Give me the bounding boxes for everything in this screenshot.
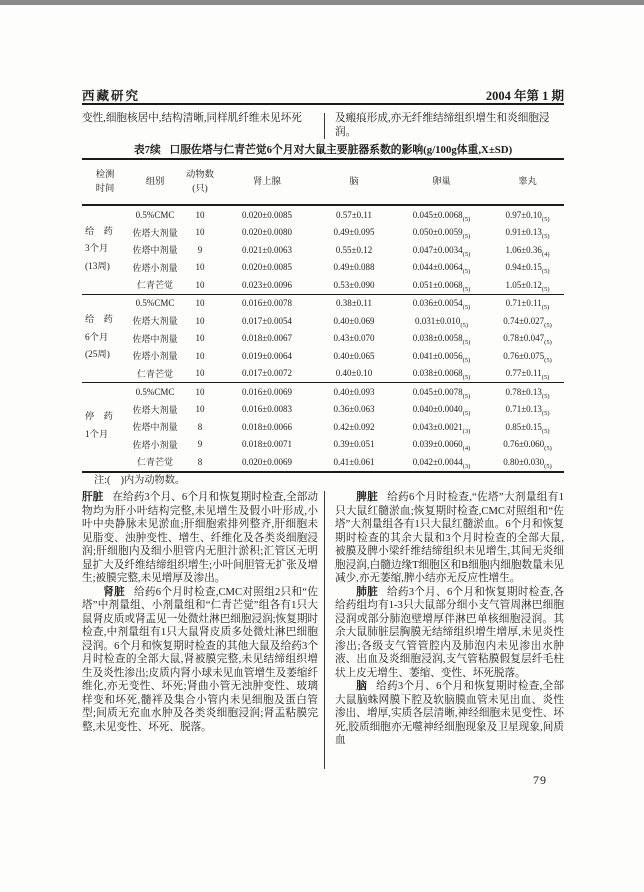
table-row: 佐塔大剂量 10 0.020±0.0080 0.49±0.095 $0.050\pm 0.0059_{(5)}$ $0.91\pm 0.13_{(5)}$ [132,227,550,241]
table-row: 佐塔中剂量 10 0.018±0.0067 0.43±0.070 $0.038\pm 0.0058_{(5)}$ $0.78\pm 0.047_{(5)}$ [132,333,552,347]
table-row: 佐塔大剂量 10 0.016±0.0083 0.36±0.063 $0.040\pm 0.0040_{(5)}$ $0.71\pm 0.13_{(5)}$ [132,404,550,418]
paragraph-text: 给药6个月时检查,CMC对照组2只和“佐塔”中剂量组、小剂量组和“仁青芒觉”组各有1只大鼠肾皮质或肾盂见一处微灶淋巴细胞浸润;恢复期时检查,中剂量组有1只大鼠肾皮质多处微灶淋巴细胞浸润。6个月和恢复期时检查的其他大鼠及给药3个月时检查的全部大鼠,肾被膜完整,未见结缔组织增生及炎性渗出;皮质内肾小球未见血管增生及萎缩纤维化,亦无变性、坏死;肾曲小管无浊肿变性、玻璃样变和坏死,髓袢及集合小管内未见细胞及蛋白管型;间质无充血水肿及各类炎细胞浸润;肾盂粘膜完整,未见变性、坏死、脱落。 [82,586,319,733]
table-header-row [82,159,564,205]
col-header-count: 动物数 (只) [182,159,218,205]
table-row: 佐塔大剂量 10 0.017±0.0054 0.40±0.069 $0.031\pm 0.010_{(5)}$ $0.74\pm 0.027_{(5)}$ [132,315,552,329]
period-cell: 停 药 1个月 [85,412,113,440]
paragraph-text: 给药3个月、6个月和恢复期时检查,全部大鼠脑蛛网膜下腔及软脑膜血管未见出血、炎性渗出、增厚,实质各层清晰,神经细胞未见变性、坏死,胶质细胞亦无噬神经细胞现象及卫星现象,间质血 [335,681,564,746]
paragraph-head: 肺脏 [356,586,378,598]
body-right-column [325,491,564,769]
col-header-adrenal: 肾上腺 [218,159,316,205]
table-caption-text: 口服佐塔与仁青芒觉6个月对大鼠主要脏器系数的影响(g/100g体重,X±SD) [169,144,513,156]
period-cell: 给 药 6个月 (25周) [85,315,113,360]
table-row: 佐塔小剂量 10 0.020±0.0085 0.49±0.088 $0.044\pm 0.0064_{(5)}$ $0.94\pm 0.15_{(5)}$ [132,262,550,276]
table-row: 仁青芒觉 10 0.017±0.0072 0.40±0.10 $0.038\pm 0.0068_{(5)}$ $0.77\pm 0.11_{(5)}$ [136,368,550,382]
paragraph-head: 肾脏 [103,586,125,598]
continued-text-row [82,112,564,140]
col-header-brain: 脑 [316,159,392,205]
col-header-group: 组别 [128,159,182,205]
scan-edge-top [0,0,644,5]
paragraph-kidney [82,586,318,735]
table-row: 佐塔小剂量 10 0.019±0.0064 0.40±0.065 $0.041\pm 0.0056_{(5)}$ $0.76\pm 0.075_{(5)}$ [132,350,552,364]
paragraph-head: 肝脏 [82,492,104,503]
col-header-ovary: 卵巢 [392,159,491,205]
paragraph-spleen [335,491,564,586]
header-rule [82,103,564,105]
table-row: 佐塔中剂量 8 0.018±0.0066 0.42±0.092 $0.043\pm 0.0021_{(3)}$ $0.85\pm 0.15_{(5)}$ [132,421,550,435]
body-two-columns [82,491,564,769]
table-caption-label: 表7续 [133,144,161,156]
paragraph-text: 在给药3个月、6个月和恢复期时检查,全部动物均为肝小叶结构完整,未见增生及假小叶形成,小叶中央静脉未见淤血;肝细胞索排列整齐,肝细胞未见脂变、浊肿变性、增生、纤维化及各类炎细胞浸润;肝细胞内及细小胆管内无胆汁淤积;汇管区无明显扩大及纤维结缔组织增生;小叶间胆管无扩张及增生;被膜完整,未见增厚及渗出。 [82,492,319,584]
continued-text-left: 变性,细胞核居中,结构清晰,同样肌纤维未见坏死 [82,113,302,124]
table-row: 仁青芒觉 8 0.020±0.0069 0.41±0.061 $0.042\pm 0.0044_{(3)}$ $0.80\pm 0.030_{(5)}$ [136,456,552,470]
organ-coefficient-table [82,158,564,473]
table-row: 停 药 1个月 0.5%CMC 10 0.016±0.0069 0.40±0.093 $0.045\pm 0.0078_{(5)}$ $0.78\pm 0.13_{(5)}$ [82,383,564,401]
col-header-time: 检测 时间 [82,159,128,205]
table-row: 佐塔小剂量 9 0.018±0.0071 0.39±0.051 $0.039\pm 0.0060_{(4)}$ $0.76\pm 0.060_{(5)}$ [132,439,552,453]
table-row: 给 药 3个月 (13周) 0.5%CMC 10 0.020±0.0085 0.57±0.11 $0.045\pm 0.0068_{(5)}$ $0.97\pm 0.10_{(5)}$ [82,205,564,224]
paragraph-brain [335,680,564,748]
paragraph-head: 脑 [356,681,368,692]
table-caption [82,142,564,157]
paragraph-text: 给药3个月、6个月和恢复期时检查,各给药组均有1-3只大鼠部分细小支气管周淋巴细胞浸润或部分肺泡壁增厚伴淋巴单核细胞浸润。其余大鼠肺脏层胸膜无结缔组织增生增厚,未见炎性渗出;各级支气管管腔内及肺泡内未见渗出水肿液、出血及炎细胞浸润,支气管粘膜假复层纤毛柱状上皮无增生、萎缩、变性、坏死脱落。 [335,586,564,679]
paragraph-text: 给药6个月时检查,“佐塔”大剂量组有1只大鼠红髓淤血;恢复期时检查,CMC对照组和“佐塔”大剂量组各有1只大鼠红髓淤血。6个月和恢复期时检查的其余大鼠和3个月时检查的全部大鼠,被膜及脾小梁纤维结缔组织未见增生,其间无炎细胞浸润,白髓边缘T细胞区和B细胞内细胞数量未见减少,亦无萎缩,脾小结亦无反应性增生。 [335,492,564,584]
table-note: 注:( )内为动物数。 [94,475,186,486]
table-group-3months [82,205,564,294]
table-row: 给 药 6个月 (25周) 0.5%CMC 10 0.016±0.0078 0.38±0.11 $0.036\pm 0.0054_{(5)}$ $0.71\pm 0.11_{(5)}$ [82,294,564,312]
paragraph-liver [82,491,318,586]
table-row: 佐塔中剂量 9 0.021±0.0063 0.55±0.12 $0.047\pm 0.0034_{(5)}$ $1.06\pm 0.36_{(4)}$ [132,244,550,258]
journal-title: 西藏研究 [82,89,141,103]
page-number: 79 [533,773,547,787]
table-row: 仁青芒觉 10 0.023±0.0096 0.53±0.090 $0.051\pm 0.0068_{(5)}$ $1.05\pm 0.12_{(5)}$ [136,279,550,293]
table-group-recovery [82,383,564,472]
period-cell: 给 药 3个月 (13周) [85,226,113,272]
continued-text-right: 及瘢痕形成,亦无纤维结缔组织增生和炎细胞浸润。 [335,113,550,138]
issue-label: 2004 年第 1 期 [485,89,564,103]
table-group-6months [82,294,564,383]
body-left-column [82,491,318,769]
col-header-testis: 睾丸 [491,159,564,205]
paragraph-head: 脾脏 [356,492,379,503]
paragraph-lung [335,586,564,681]
